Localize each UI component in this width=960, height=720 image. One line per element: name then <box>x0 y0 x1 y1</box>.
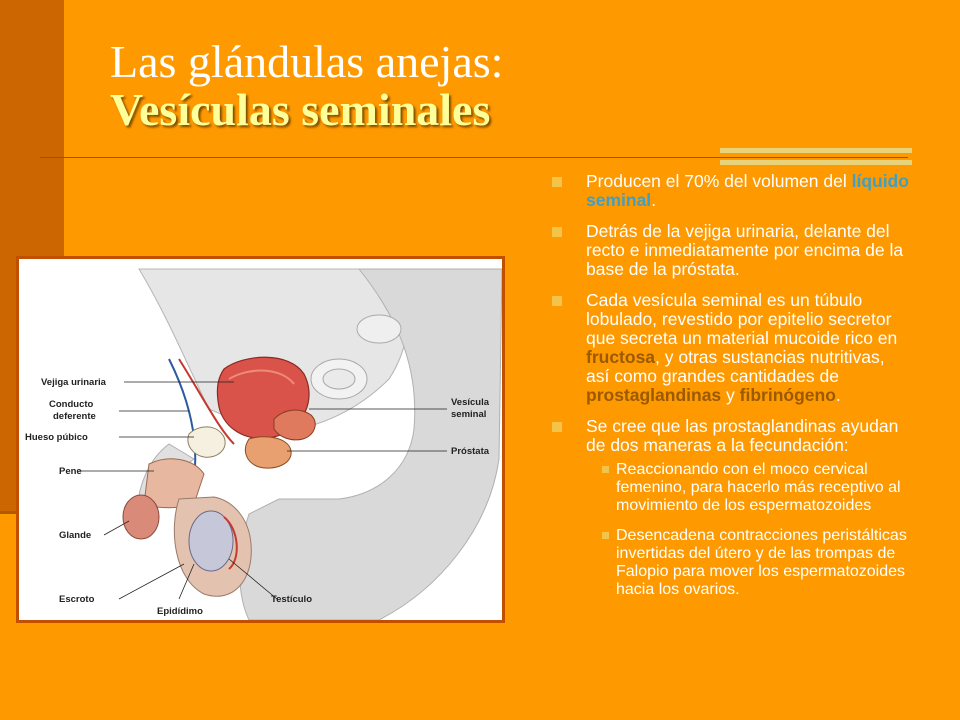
label-conducto-1: Conducto <box>49 399 94 410</box>
anatomy-drawing <box>19 259 502 620</box>
label-vesicula-2: seminal <box>451 409 487 420</box>
keyword-prostaglandinas: prostaglandinas <box>586 385 722 405</box>
accent-bar-top <box>720 148 912 153</box>
label-prostata: Próstata <box>451 446 490 457</box>
title-line-2: Vesículas seminales <box>110 84 491 136</box>
keyword-fructosa: fructosa <box>586 347 656 367</box>
bullet-item-volumen: Producen el 70% del volumen del líquido seminal. <box>552 172 912 210</box>
title-line-1: Las glándulas anejas: <box>110 36 504 87</box>
sub-bullet-contracciones: Desencadena contracciones peristálticas invertidas del útero y de las trompas de Falopio para mover los espermatozoides hacia los ovarios. <box>586 527 912 599</box>
label-testiculo: Testículo <box>271 594 312 605</box>
bullet-item-tubulo: Cada vesícula seminal es un túbulo lobulado, revestido por epitelio secretor que secreta un material mucoide rico en fructosa, y otras sustancias nutritivas, así como grandes cantidades de prostaglandinas y fibrinógeno. <box>552 291 912 405</box>
sub-bullet-list <box>586 461 912 599</box>
label-vejiga: Vejiga urinaria <box>41 377 106 388</box>
bullet-content <box>552 172 912 611</box>
label-glande: Glande <box>59 530 92 541</box>
label-pene: Pene <box>59 466 82 477</box>
accent-bar-bottom <box>720 160 912 165</box>
keyword-liquido-seminal: líquido seminal <box>586 171 909 210</box>
label-escroto: Escroto <box>59 594 95 605</box>
anatomy-illustration <box>16 256 505 623</box>
label-vesicula-1: Vesícula <box>451 397 490 408</box>
bullet-list <box>552 172 912 599</box>
sub-bullet-moco: Reaccionando con el moco cervical femenino, para hacerlo más receptivo al movimiento de los espermatozoides <box>586 461 912 515</box>
bullet-item-ubicacion: Detrás de la vejiga urinaria, delante del recto e inmediatamente por encima de la base de la próstata. <box>552 222 912 279</box>
bullet-item-prostaglandinas: Se cree que las prostaglandinas ayudan de dos maneras a la fecundación: Reaccionando con el moco cervical femenino, para hacerlo más receptivo al movimiento de los espermatozoides Desencadena contracciones peristálticas invertidas del útero y de las trompas de Falopio para mover los espermatozoides hacia los ovarios. <box>552 417 912 599</box>
slide-title <box>110 38 503 135</box>
keyword-fibrinogeno: fibrinógeno <box>739 385 836 405</box>
label-conducto-2: deferente <box>53 411 96 422</box>
label-epididimo: Epidídimo <box>157 606 203 617</box>
title-divider <box>40 157 908 158</box>
label-hueso: Hueso púbico <box>25 432 88 443</box>
